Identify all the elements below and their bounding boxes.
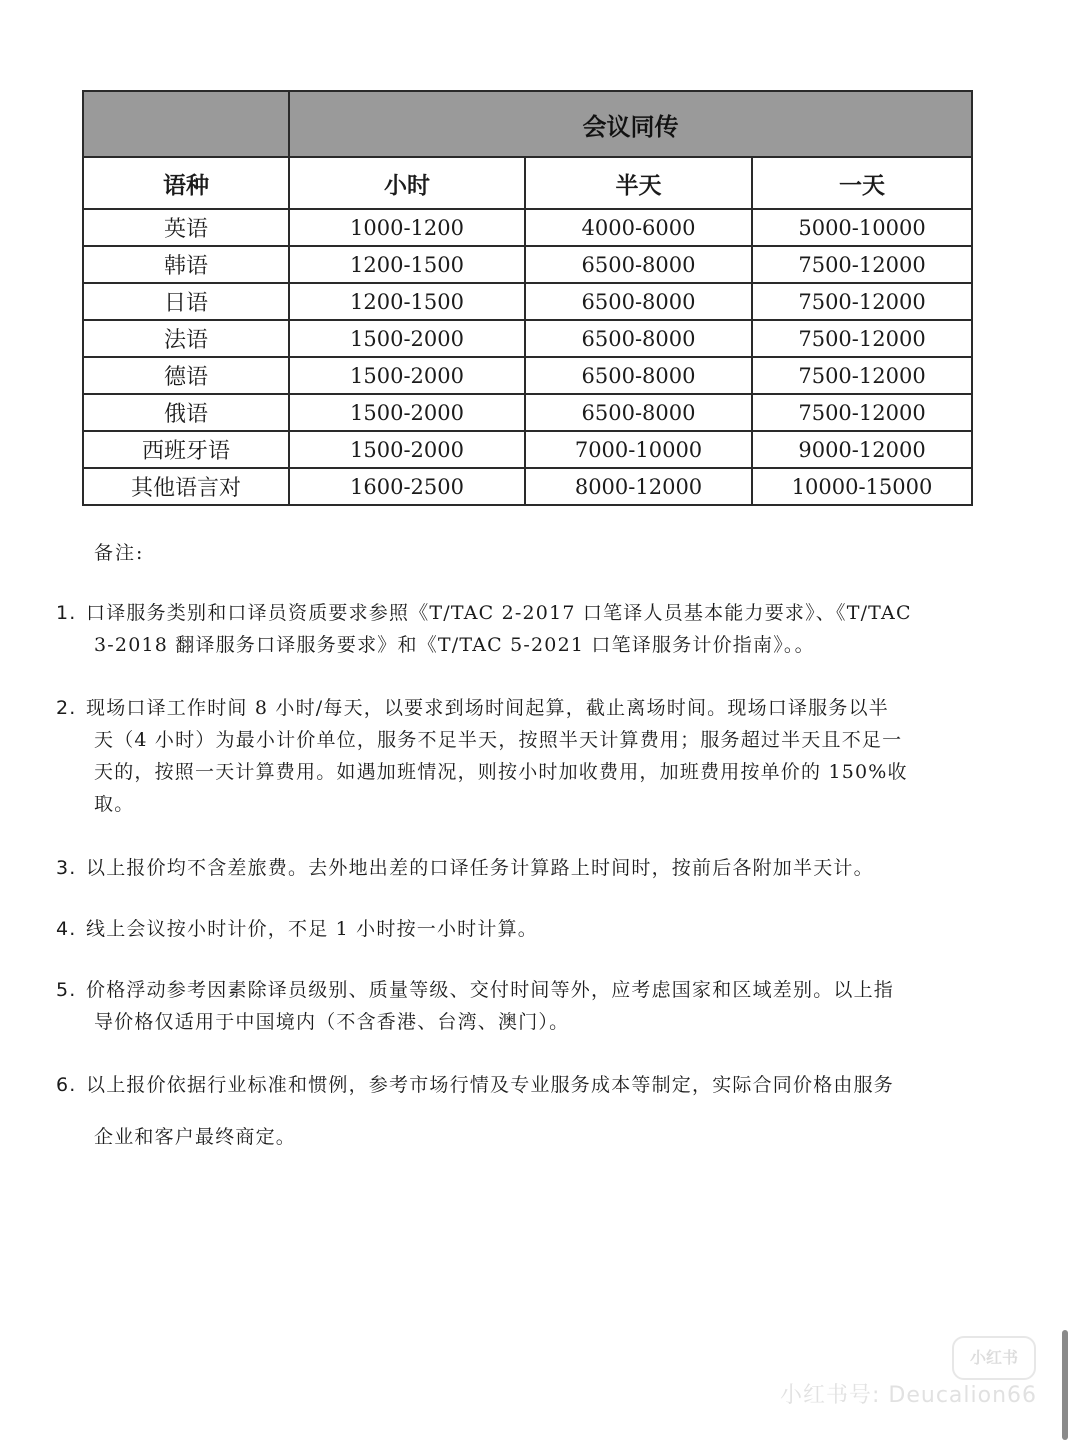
note-number: 3.: [56, 857, 77, 879]
note-number: 2.: [56, 697, 77, 719]
note-line: 口译服务类别和口译员资质要求参照《T/TAC 2-2017 口笔译人员基本能力要求》、《T/TAC: [86, 602, 912, 624]
note-item: [56, 597, 966, 661]
note-line: 以上报价均不含差旅费。去外地出差的口译任务计算路上时间时，按前后各附加半天计。: [86, 857, 874, 879]
note-item: [56, 913, 966, 945]
half-day-rate-cell: 7000-10000: [525, 431, 752, 468]
language-cell: 英语: [83, 209, 289, 246]
hour-rate-cell: 1500-2000: [289, 320, 525, 357]
scrollbar[interactable]: [1062, 1330, 1068, 1440]
hour-rate-cell: 1200-1500: [289, 283, 525, 320]
half-day-rate-cell: 6500-8000: [525, 320, 752, 357]
table-row: [83, 394, 972, 431]
hour-rate-cell: 1500-2000: [289, 394, 525, 431]
hour-rate-cell: 1500-2000: [289, 357, 525, 394]
table-row: [83, 357, 972, 394]
full-day-rate-cell: 7500-12000: [752, 246, 972, 283]
table-row: [83, 431, 972, 468]
watermark-logo: 小红书: [952, 1336, 1036, 1380]
hour-rate-cell: 1600-2500: [289, 468, 525, 505]
note-line: 线上会议按小时计价，不足 1 小时按一小时计算。: [86, 918, 538, 940]
note-line: 现场口译工作时间 8 小时/每天，以要求到场时间起算，截止离场时间。现场口译服务以半: [86, 697, 889, 719]
column-header-language: 语种: [83, 157, 289, 209]
column-header-full-day: 一天: [752, 157, 972, 209]
language-cell: 德语: [83, 357, 289, 394]
note-line: 天（4 小时）为最小计价单位，服务不足半天，按照半天计算费用；服务超过半天且不足一: [94, 729, 903, 751]
watermark-text: 小红书号: Deucalion66: [780, 1383, 1038, 1408]
table-row: [83, 246, 972, 283]
column-header-hour: 小时: [289, 157, 525, 209]
note-line: 以上报价依据行业标准和惯例，参考市场行情及专业服务成本等制定，实际合同价格由服务: [86, 1074, 895, 1096]
full-day-rate-cell: 7500-12000: [752, 394, 972, 431]
note-line: 取。: [94, 793, 135, 815]
half-day-rate-cell: 6500-8000: [525, 283, 752, 320]
note-line: 企业和客户最终商定。: [94, 1126, 297, 1148]
note-item: [56, 1069, 966, 1163]
full-day-rate-cell: 7500-12000: [752, 357, 972, 394]
note-number: 1.: [56, 602, 77, 624]
table-corner-cell: [83, 91, 289, 157]
full-day-rate-cell: 5000-10000: [752, 209, 972, 246]
note-line: 导价格仅适用于中国境内（不含香港、台湾、澳门）。: [94, 1011, 570, 1033]
note-number: 5.: [56, 979, 77, 1001]
table-row: [83, 468, 972, 505]
language-cell: 俄语: [83, 394, 289, 431]
language-cell: 日语: [83, 283, 289, 320]
column-header-half-day: 半天: [525, 157, 752, 209]
half-day-rate-cell: 6500-8000: [525, 246, 752, 283]
note-line: 3-2018 翻译服务口译服务要求》和《T/TAC 5-2021 口笔译服务计价指南》。。: [94, 634, 815, 656]
group-header-simultaneous: 会议同传: [289, 91, 972, 157]
table-row: [83, 320, 972, 357]
note-number: 4.: [56, 918, 77, 940]
language-cell: 韩语: [83, 246, 289, 283]
full-day-rate-cell: 7500-12000: [752, 320, 972, 357]
note-item: [56, 692, 966, 820]
note-item: [56, 852, 966, 884]
full-day-rate-cell: 7500-12000: [752, 283, 972, 320]
note-line: 天的，按照一天计算费用。如遇加班情况，则按小时加收费用，加班费用按单价的 150%收: [94, 761, 908, 783]
language-cell: 其他语言对: [83, 468, 289, 505]
half-day-rate-cell: 8000-12000: [525, 468, 752, 505]
note-item: [56, 974, 966, 1038]
notes-heading: 备注:: [94, 542, 145, 564]
table-group-header-row: [83, 91, 972, 157]
language-cell: 法语: [83, 320, 289, 357]
note-number: 6.: [56, 1074, 77, 1096]
hour-rate-cell: 1000-1200: [289, 209, 525, 246]
table-row: [83, 283, 972, 320]
language-cell: 西班牙语: [83, 431, 289, 468]
half-day-rate-cell: 4000-6000: [525, 209, 752, 246]
full-day-rate-cell: 9000-12000: [752, 431, 972, 468]
interpretation-rate-table: [82, 90, 973, 506]
note-line: 价格浮动参考因素除译员级别、质量等级、交付时间等外，应考虑国家和区域差别。以上指: [86, 979, 895, 1001]
table-column-header-row: [83, 157, 972, 209]
half-day-rate-cell: 6500-8000: [525, 357, 752, 394]
half-day-rate-cell: 6500-8000: [525, 394, 752, 431]
table-row: [83, 209, 972, 246]
hour-rate-cell: 1500-2000: [289, 431, 525, 468]
full-day-rate-cell: 10000-15000: [752, 468, 972, 505]
hour-rate-cell: 1200-1500: [289, 246, 525, 283]
